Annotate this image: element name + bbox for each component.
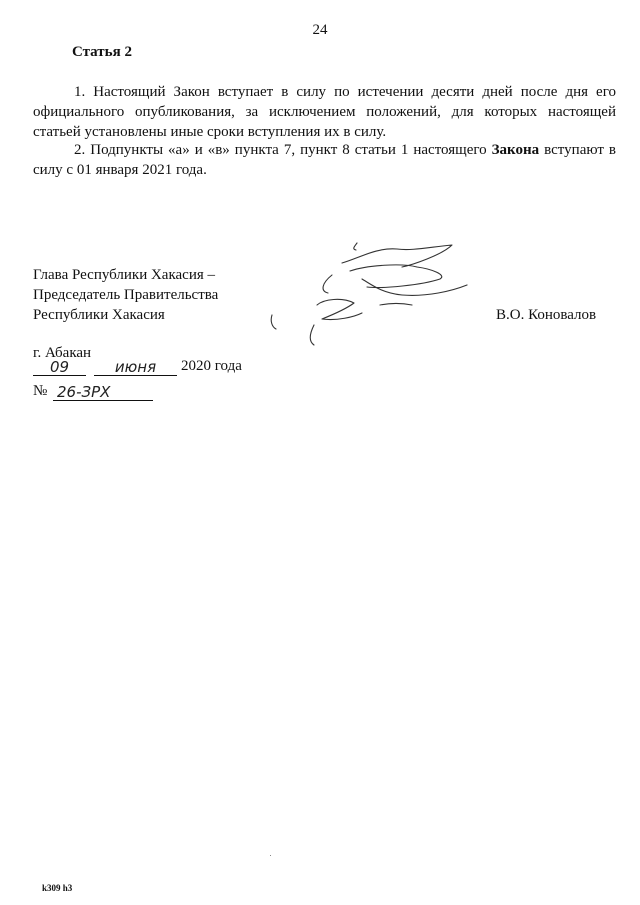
footer-code: k309 h3 xyxy=(42,883,73,893)
handwritten-signature xyxy=(262,235,472,350)
paragraph-2-bold: Закона xyxy=(491,142,540,158)
article-heading: Статья 2 xyxy=(72,44,132,60)
signatory-title xyxy=(33,265,218,325)
law-number xyxy=(33,383,233,405)
date-year: 2020 года xyxy=(181,358,242,374)
signatory-name: В.О. Коновалов xyxy=(496,307,597,323)
page-number: 24 xyxy=(312,22,328,38)
signatory-line-2: Председатель Правительства xyxy=(33,287,219,303)
date-month: июня xyxy=(94,358,177,376)
scan-speck xyxy=(270,855,271,856)
paragraph-2-start: 2. Подпункты «а» и «в» пункта 7, пункт 8 статьи 1 настоящего xyxy=(74,142,492,158)
paragraph-2-end: вступают в силу с 01 января 2021 года. xyxy=(33,142,616,178)
signatory-line-1: Глава Республики Хакасия – xyxy=(33,267,216,283)
place-of-signing: г. Абакан xyxy=(33,345,92,361)
signatory-line-3: Республики Хакасия xyxy=(33,307,165,323)
number-sign: № xyxy=(33,383,48,399)
signing-date xyxy=(33,358,293,380)
article-paragraph-2 xyxy=(33,140,616,180)
law-number-value: 26-ЗРХ xyxy=(53,383,153,401)
article-paragraph-1: 1. Настоящий Закон вступает в силу по истечении десяти дней после дня его официального опубликования, за исключением положений, для которых настоящей статьей установлены иные сроки вступления их в силу. xyxy=(33,84,616,140)
date-day: 09 xyxy=(33,358,86,376)
